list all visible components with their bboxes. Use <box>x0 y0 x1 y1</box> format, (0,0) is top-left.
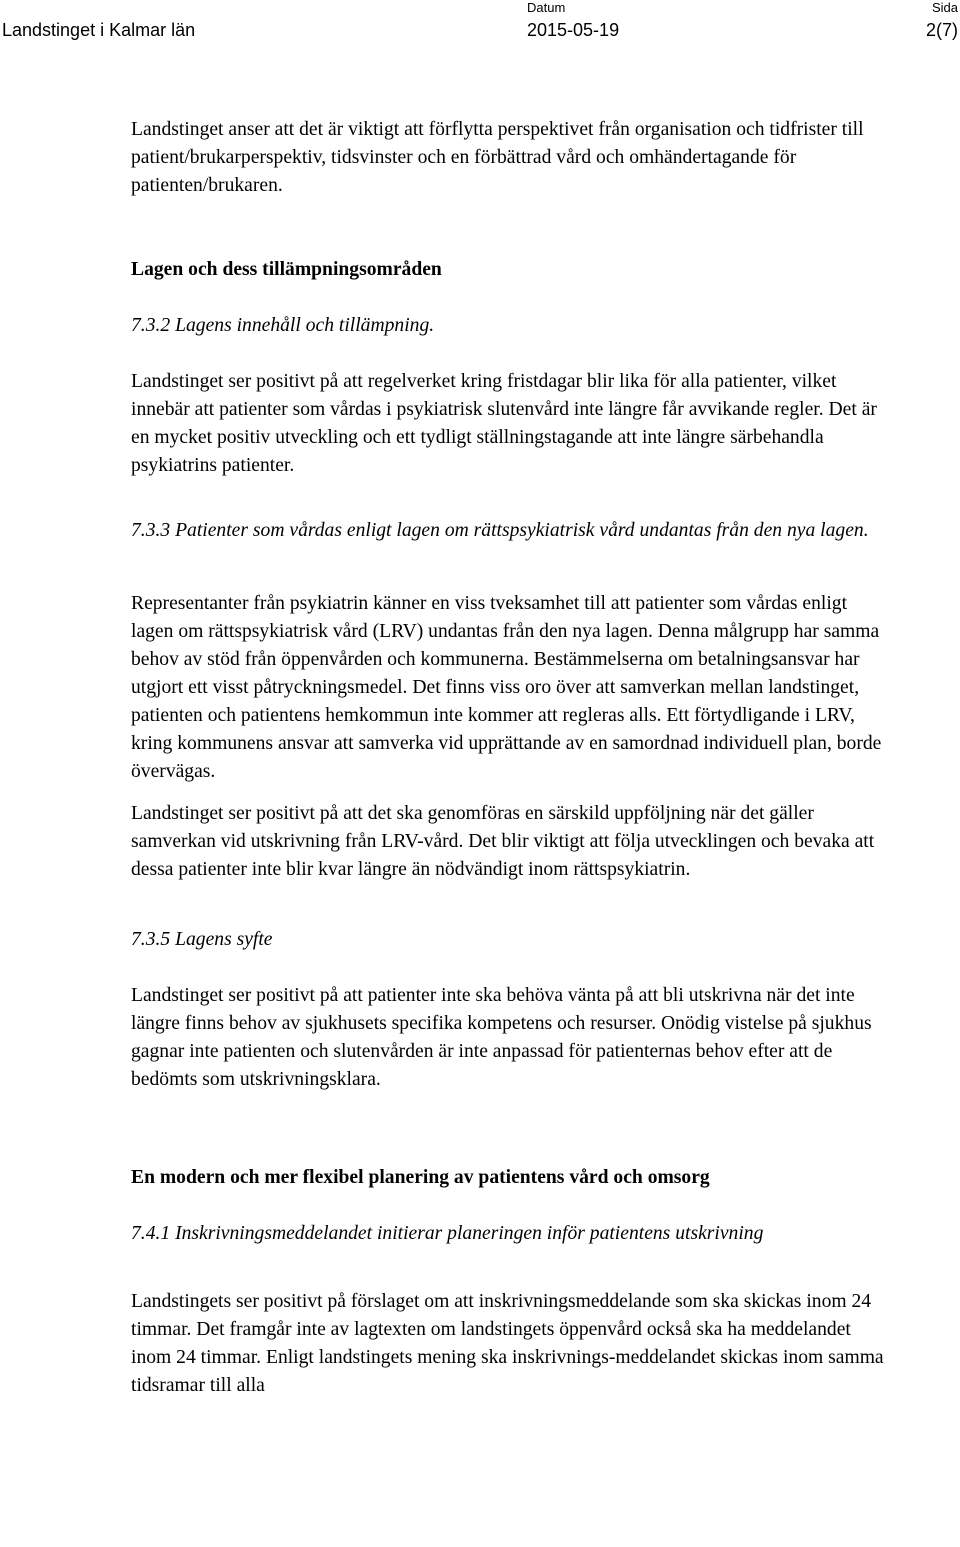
paragraph-perspective: Landstinget anser att det är viktigt att förflytta perspektivet från organisation och tidfrister till patient/brukarperspektiv, tidsvinster och en förbättrad vård och omhändertagande för patienten/brukaren. <box>131 119 864 196</box>
heading-7-3-2: 7.3.2 Lagens innehåll och tillämpning. <box>131 315 435 336</box>
document-date: 2015-05-19 <box>527 20 620 40</box>
paragraph-fristdagar: Landstinget ser positivt på att regelverket kring fristdagar blir lika för alla patienter, vilket innebär att patienter som vårdas i psykiatrisk slutenvård inte längre får avvikande regler. Det är en mycket positiv utveckling och ett tydligt ställningstagande att inte längre särbehandla psykiatrins patienter. <box>131 371 877 476</box>
heading-modern-planering: En modern och mer flexibel planering av patientens vård och omsorg <box>131 1167 710 1188</box>
paragraph-lagens-syfte: Landstinget ser positivt på att patienter inte ska behöva vänta på att bli utskrivna när det inte längre finns behov av sjukhusets specifika kompetens och resurser. Onödig vistelse på sjukhus gagnar inte patienten och slutenvården är inte anpassad för patienternas behov efter att de bedömts som utskrivningsklara. <box>131 985 872 1090</box>
page-header <box>0 0 960 50</box>
paragraph-uppfoljning: Landstinget ser positivt på att det ska genomföras en särskild uppföljning när det gäller samverkan vid utskrivning från LRV-vård. Det blir viktigt att följa utvecklingen och bevaka att dessa patienter inte blir kvar längre än nödvändigt inom rättspsykiatrin. <box>131 803 875 880</box>
document-body <box>131 116 891 1400</box>
page-number: 2(7) <box>925 20 958 40</box>
paragraph-inskrivningsmeddelande: Landstingets ser positivt på förslaget om att inskrivningsmeddelande som ska skickas inom 24 timmar. Det framgår inte av lagtexten om landstingets öppenvård också ska ha meddelandet inom 24 timmar. Enligt landstingets mening ska inskrivnings-meddelandet skickas inom samma tidsramar till alla <box>131 1291 884 1396</box>
heading-lagen: Lagen och dess tillämpningsområden <box>131 259 442 280</box>
heading-7-4-1: 7.4.1 Inskrivningsmeddelandet initierar planeringen inför patientens utskrivning <box>131 1223 764 1244</box>
heading-7-3-5: 7.3.5 Lagens syfte <box>131 929 273 950</box>
date-label: Datum <box>527 0 566 15</box>
organization-name: Landstinget i Kalmar län <box>2 20 196 40</box>
heading-7-3-3: 7.3.3 Patienter som vårdas enligt lagen om rättspsykiatrisk vård undantas från den nya lagen. <box>131 520 869 541</box>
page-label: Sida <box>931 0 958 15</box>
paragraph-lrv: Representanter från psykiatrin känner en viss tveksamhet till att patienter som vårdas enligt lagen om rättspsykiatrisk vård (LRV) undantas från den nya lagen. Denna målgrupp har samma behov av stöd från öppenvården och kommunerna. Bestämmelserna om betalningsansvar har utgjort ett visst påtryckningsmedel. Det finns viss oro över att samverkan mellan landstinget, patienten och patientens hemkommun inte kommer att regleras alls. Ett förtydligande i LRV, kring kommunens ansvar att samverka vid upprättande av en samordnad individuell plan, borde övervägas. <box>131 593 882 782</box>
